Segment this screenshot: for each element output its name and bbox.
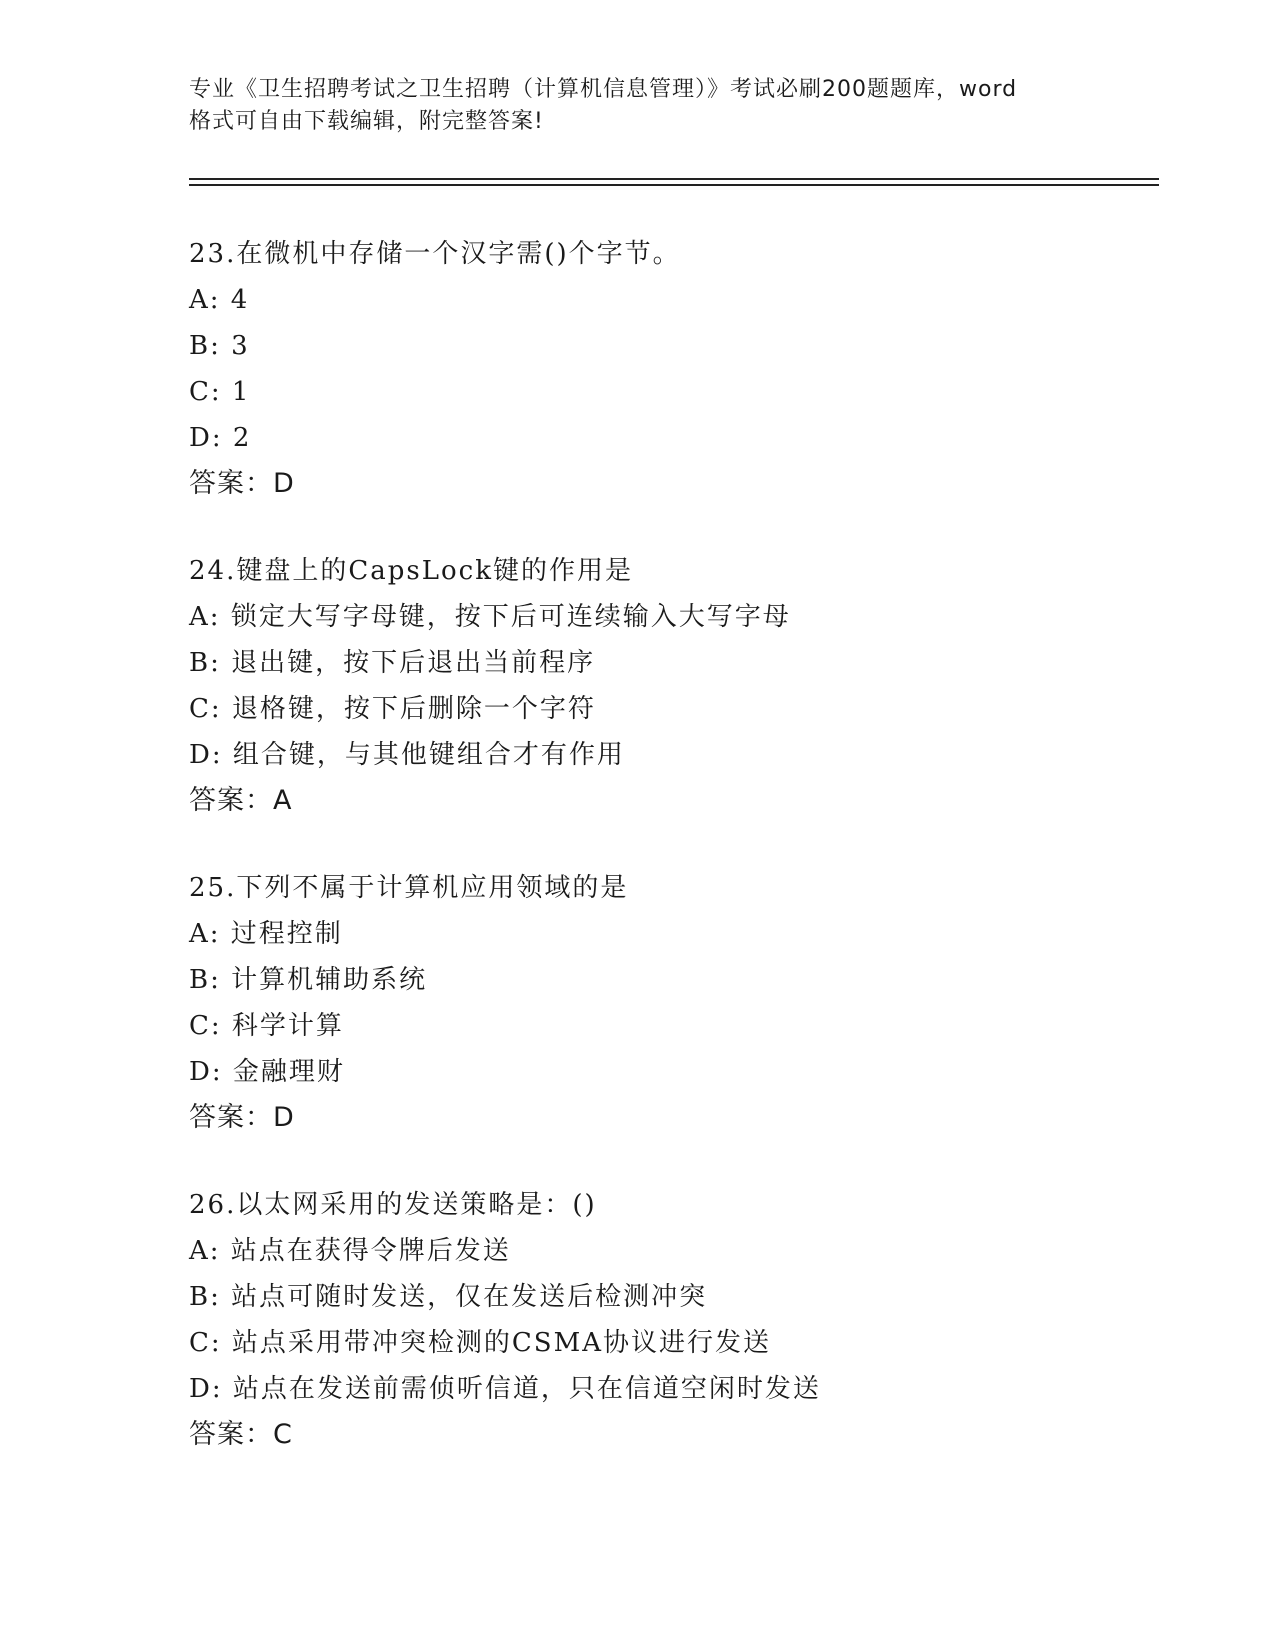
question-26 xyxy=(189,1182,1189,1458)
answer-line: 答案：C xyxy=(189,1419,293,1450)
option-a: A: 站点在获得令牌后发送 xyxy=(189,1236,511,1266)
option-b: B: 计算机辅助系统 xyxy=(189,965,428,995)
question-stem: 24.键盘上的CapsLock键的作用是 xyxy=(189,556,633,586)
document-header xyxy=(189,74,1089,138)
header-line-2: 格式可自由下载编辑，附完整答案! xyxy=(189,109,544,134)
option-c: C: 1 xyxy=(189,377,251,407)
option-d: D: 2 xyxy=(189,423,252,453)
header-divider-bottom xyxy=(189,184,1159,186)
option-b: B: 站点可随时发送，仅在发送后检测冲突 xyxy=(189,1282,708,1312)
option-c: C: 科学计算 xyxy=(189,1011,344,1041)
header-line-1: 专业《卫生招聘考试之卫生招聘（计算机信息管理）》考试必刷200题题库，word xyxy=(189,77,1018,102)
option-c: C: 退格键，按下后删除一个字符 xyxy=(189,694,596,724)
option-d: D: 金融理财 xyxy=(189,1057,345,1087)
answer-line: 答案：D xyxy=(189,468,295,499)
option-d: D: 组合键，与其他键组合才有作用 xyxy=(189,740,625,770)
question-stem: 25.下列不属于计算机应用领域的是 xyxy=(189,873,629,903)
question-stem: 23.在微机中存储一个汉字需()个字节。 xyxy=(189,239,681,269)
question-stem: 26.以太网采用的发送策略是：() xyxy=(189,1190,597,1220)
question-25 xyxy=(189,865,1189,1141)
option-b: B: 3 xyxy=(189,331,250,361)
option-d: D: 站点在发送前需侦听信道，只在信道空闲时发送 xyxy=(189,1374,821,1404)
question-24 xyxy=(189,548,1189,824)
option-a: A: 锁定大写字母键，按下后可连续输入大写字母 xyxy=(189,602,791,632)
answer-line: 答案：A xyxy=(189,785,293,816)
option-c: C: 站点采用带冲突检测的CSMA协议进行发送 xyxy=(189,1328,772,1358)
option-a: A: 4 xyxy=(189,285,250,315)
option-a: A: 过程控制 xyxy=(189,919,343,949)
question-23 xyxy=(189,231,1189,507)
option-b: B: 退出键，按下后退出当前程序 xyxy=(189,648,596,678)
answer-line: 答案：D xyxy=(189,1102,295,1133)
header-divider-top xyxy=(189,178,1159,180)
